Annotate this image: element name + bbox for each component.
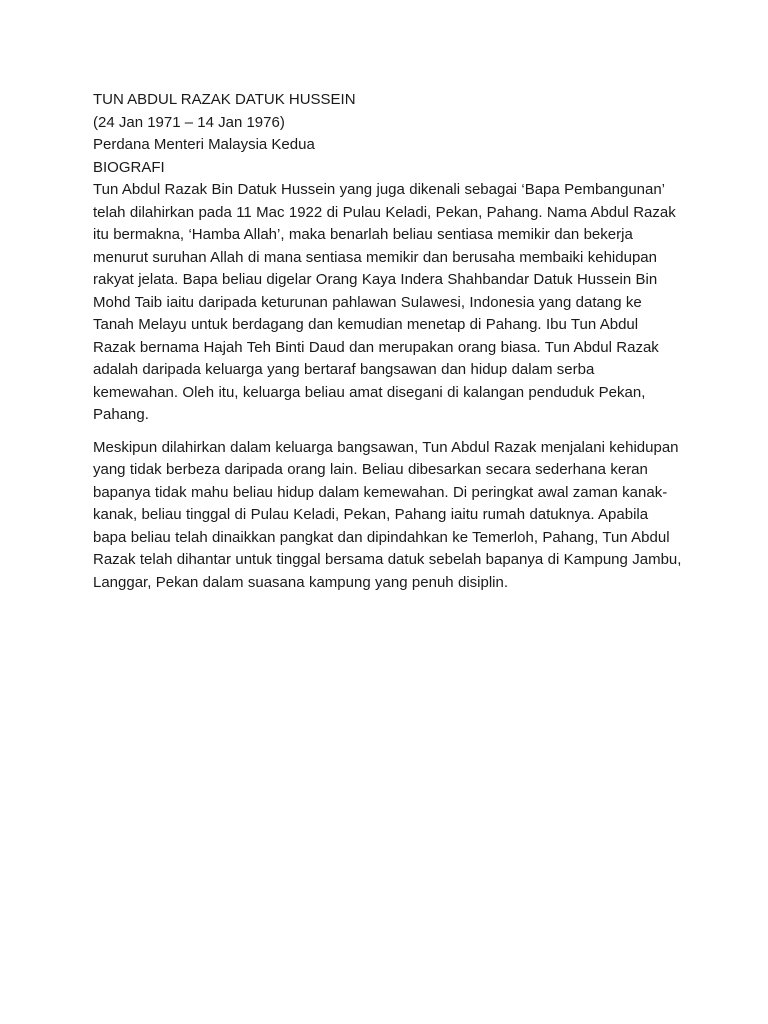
section-heading: BIOGRAFI: [93, 158, 165, 176]
biography-paragraph-2: Meskipun dilahirkan dalam keluarga bangsawan, Tun Abdul Razak menjalani kehidupan yang tidak berbeza daripada orang lain. Beliau dibesarkan secara sederhana keran bapanya tidak mahu beliau hidup dalam kemewahan. Di peringkat awal zaman kanak-kanak, beliau tinggal di Pulau Keladi, Pekan, Pahang iaitu rumah datuknya. Apabila bapa beliau telah dinaikkan pangkat dan dipindahkan ke Temerloh, Pahang, Tun Abdul Razak telah dihantar untuk tinggal bersama datuk sebelah bapanya di Kampung Jambu, Langgar, Pekan dalam suasana kampung yang penuh disiplin.: [93, 438, 682, 591]
document-title: TUN ABDUL RAZAK DATUK HUSSEIN: [93, 91, 356, 108]
document-body: [93, 89, 683, 604]
term-dates: (24 Jan 1971 – 14 Jan 1976): [93, 113, 285, 131]
document-subtitle: Perdana Menteri Malaysia Kedua: [93, 136, 315, 153]
biography-paragraph-1: Tun Abdul Razak Bin Datuk Hussein yang juga dikenali sebagai ‘Bapa Pembangunan’ telah dilahirkan pada 11 Mac 1922 di Pulau Keladi, Pekan, Pahang. Nama Abdul Razak itu bermakna, ‘Hamba Allah’, maka benarlah beliau sentiasa memikir dan bekerja menurut suruhan Allah di mana sentiasa memikir dan berusaha membaiki kehidupan rakyat jelata. Bapa beliau digelar Orang Kaya Indera Shahbandar Datuk Hussein Bin Mohd Taib iaitu daripada keturunan pahlawan Sulawesi, Indonesia yang datang ke Tanah Melayu untuk berdagang dan kemudian menetap di Pahang. Ibu Tun Abdul Razak bernama Hajah Teh Binti Daud dan merupakan orang biasa. Tun Abdul Razak adalah daripada keluarga yang bertaraf bangsawan dan hidup dalam serba kemewahan. Oleh itu, keluarga beliau amat disegani di kalangan penduduk Pekan, Pahang.: [93, 181, 676, 423]
